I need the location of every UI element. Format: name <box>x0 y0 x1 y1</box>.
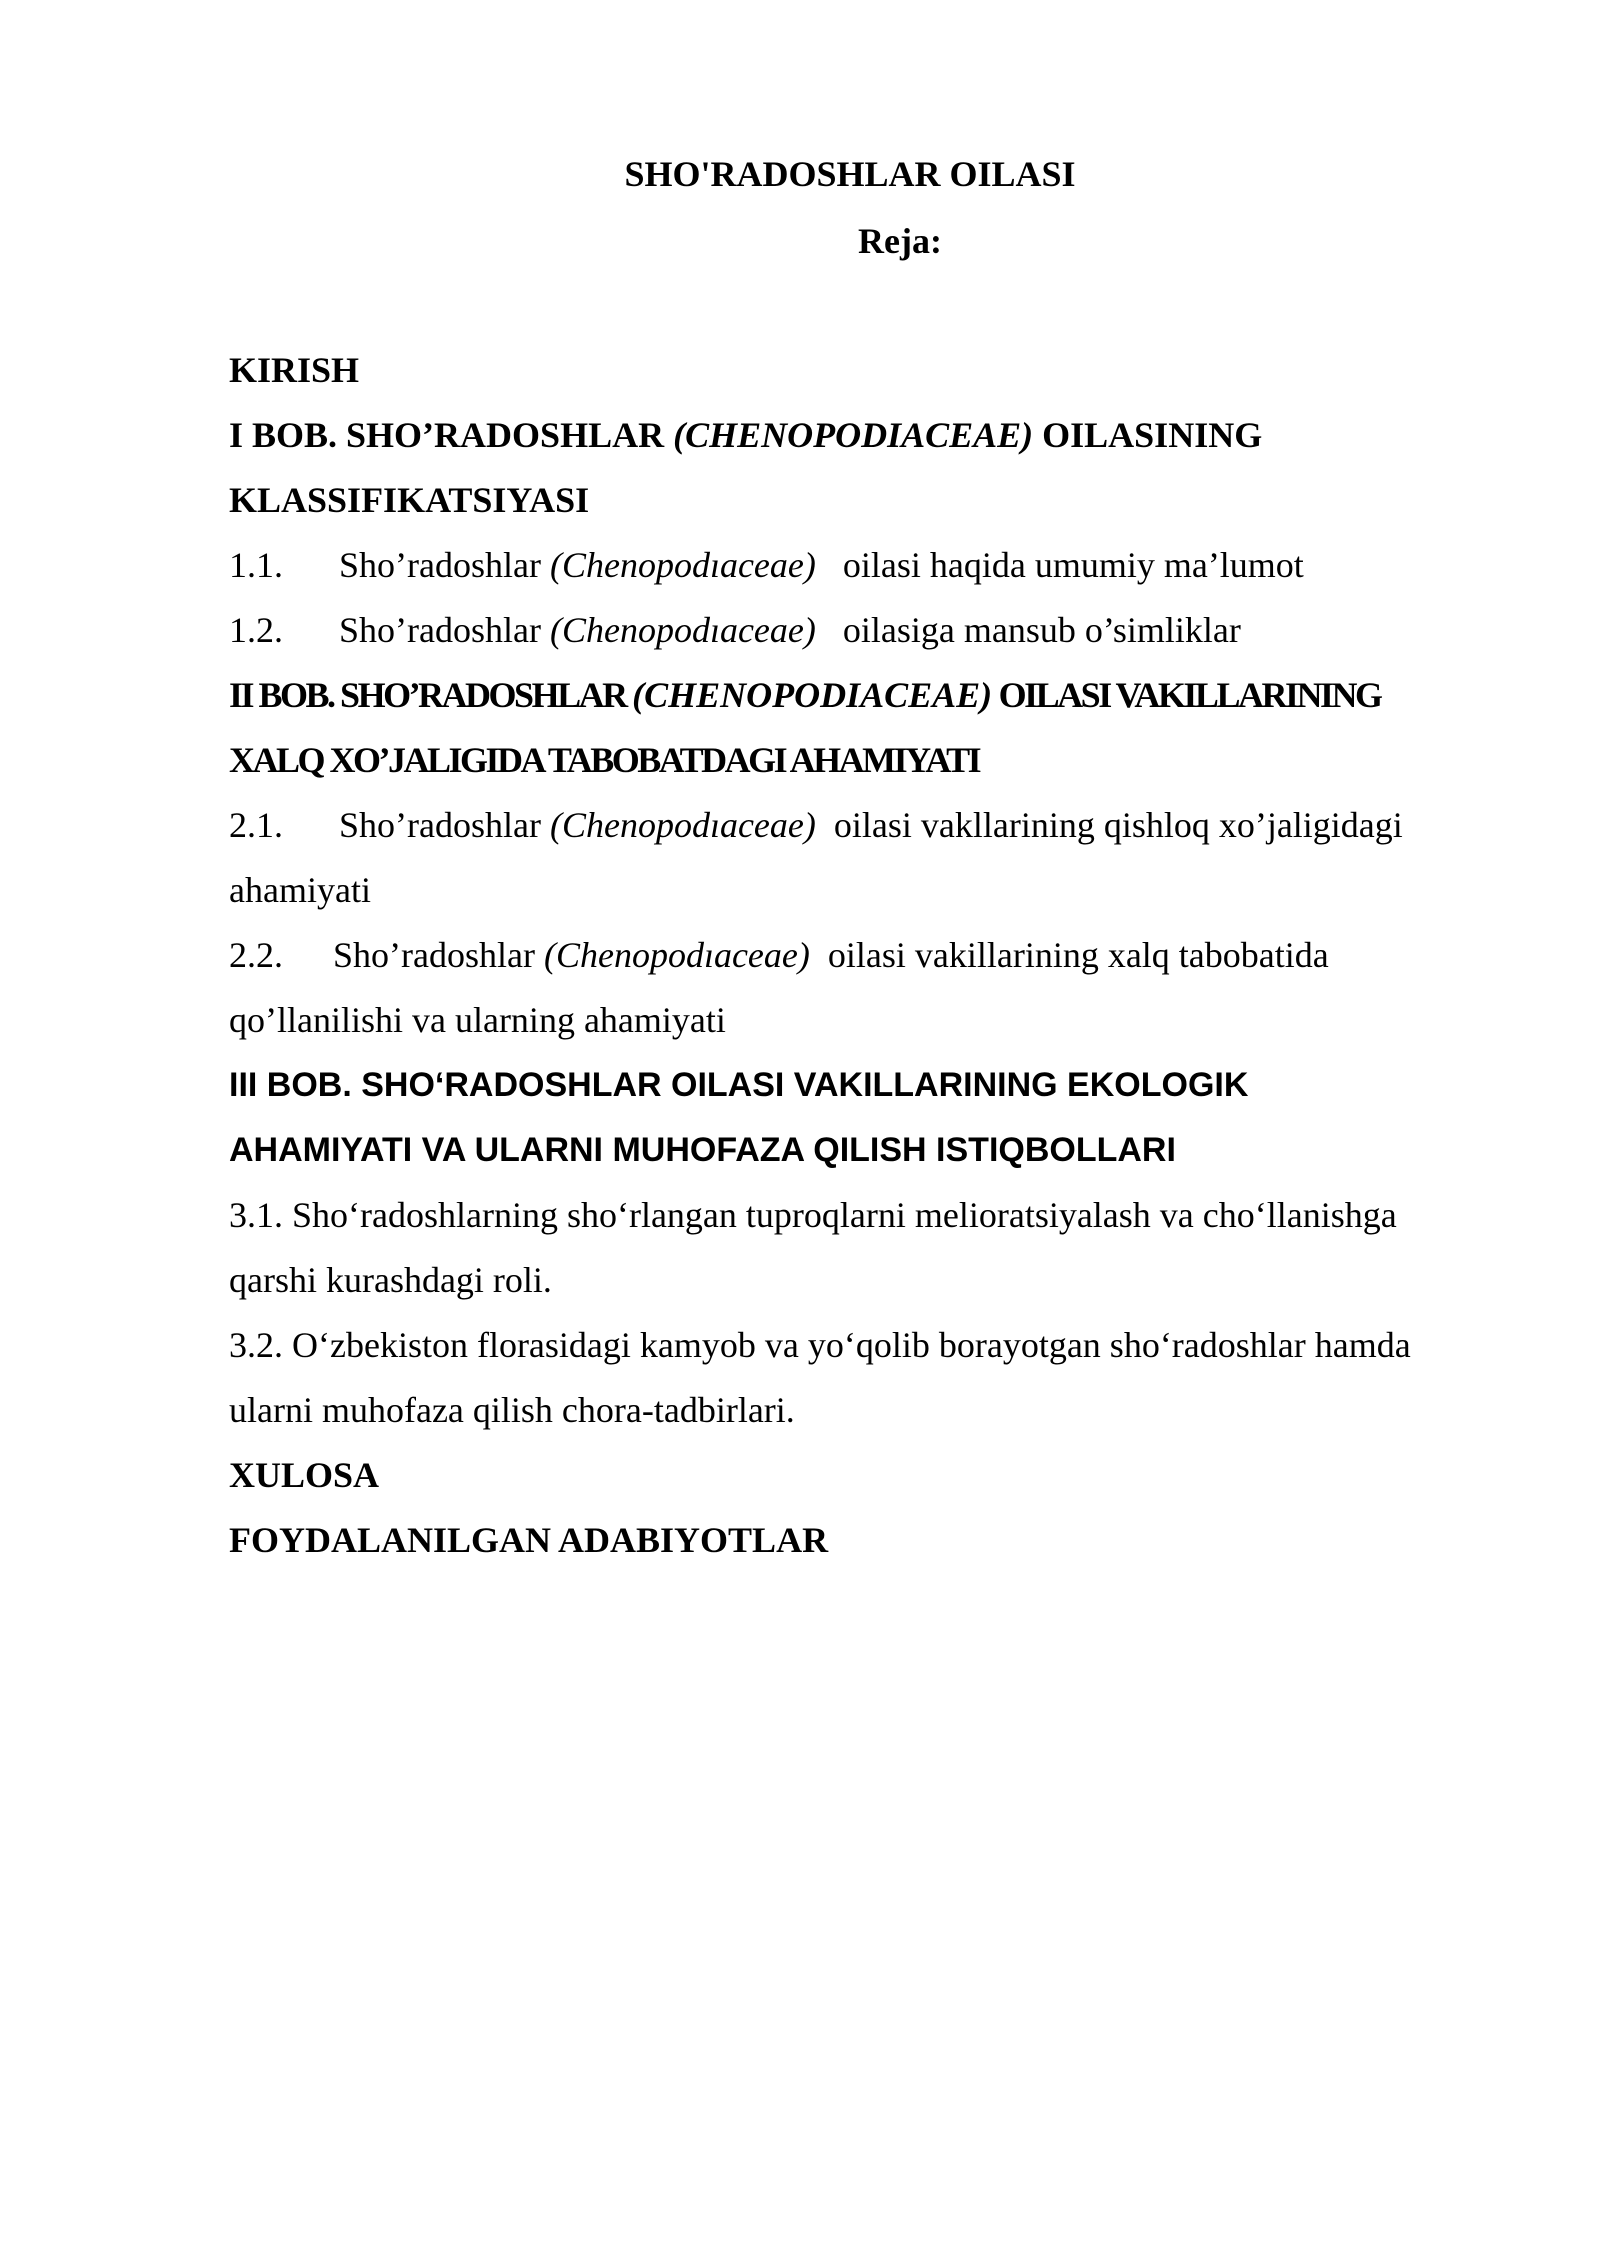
section-text-end: oilasi vakillarining xalq tabobatida <box>809 935 1329 975</box>
chapter-1-text: I BOB. SHO’RADOSHLAR <box>229 415 674 455</box>
toc-section-3-2-line2: ularni muhofaza qilish chora-tadbirlari. <box>229 1390 795 1430</box>
toc-section-2-1 <box>229 803 1403 847</box>
toc-chapter-1 <box>229 413 1262 457</box>
section-text: Sho’radoshlar <box>333 935 544 975</box>
toc-xulosa: XULOSA <box>229 1455 380 1495</box>
toc-chapter-3: III BOB. SHO‘RADOSHLAR OILASI VAKILLARINING EKOLOGIK <box>229 1066 1249 1104</box>
section-text-end: oilasi haqida umumiy ma’lumot <box>815 545 1304 585</box>
toc-chapter-2-line2: XALQ XO’JALIGIDA TABOBATDAGI AHAMIYATI <box>229 740 980 780</box>
section-text: Sho’radoshlar <box>339 545 550 585</box>
toc-references: FOYDALANILGAN ADABIYOTLAR <box>229 1520 829 1560</box>
toc-section-3-1-line2: qarshi kurashdagi roli. <box>229 1260 552 1300</box>
toc-kirish: KIRISH <box>229 350 360 390</box>
section-number: 1.2. <box>229 610 283 650</box>
section-text: Sho’radoshlar <box>339 610 550 650</box>
chapter-2-text: II BOB. SHO’RADOSHLAR <box>229 675 633 715</box>
toc-section-1-1 <box>229 543 1304 587</box>
toc-section-2-2-line2: qo’llanilishi va ularning ahamiyati <box>229 1000 726 1040</box>
toc-chapter-2 <box>229 673 1380 717</box>
document-title: SHO'RADOSHLAR OILASI <box>624 154 1076 194</box>
section-number: 2.2. <box>229 935 283 975</box>
toc-section-2-2 <box>229 933 1329 977</box>
section-latin: (Chenopodıaceae) <box>549 545 816 585</box>
chapter-2-latin: (CHENOPODIACEAE) <box>632 675 993 715</box>
section-latin: (Chenopodıaceae) <box>549 805 816 845</box>
toc-section-2-1-line2: ahamiyati <box>229 870 371 910</box>
toc-chapter-1-line2: KLASSIFIKATSIYASI <box>229 480 590 520</box>
section-text-end: oilasiga mansub o’simliklar <box>815 610 1241 650</box>
section-number: 1.1. <box>229 545 283 585</box>
section-latin: (Chenopodıaceae) <box>549 610 816 650</box>
section-text-end: oilasi vakllarining qishloq xo’jaligidagi <box>815 805 1403 845</box>
section-number: 2.1. <box>229 805 283 845</box>
section-text: Sho’radoshlar <box>339 805 550 845</box>
chapter-1-text-end: OILASINING <box>1033 415 1263 455</box>
toc-section-3-2: 3.2. O‘zbekiston florasidagi kamyob va yo‘qolib borayotgan sho‘radoshlar hamda <box>229 1325 1411 1365</box>
toc-section-3-1: 3.1. Sho‘radoshlarning sho‘rlangan tuproqlarni melioratsiyalash va cho‘llanishga <box>229 1195 1397 1235</box>
plan-heading: Reja: <box>858 221 942 261</box>
toc-chapter-3-line2: AHAMIYATI VA ULARNI MUHOFAZA QILISH ISTIQBOLLARI <box>229 1131 1176 1169</box>
toc-section-1-2 <box>229 608 1241 652</box>
chapter-1-latin: (CHENOPODIACEAE) <box>673 415 1034 455</box>
chapter-2-text-end: OILASI VAKILLARINING <box>992 675 1381 715</box>
section-latin: (Chenopodıaceae) <box>543 935 810 975</box>
